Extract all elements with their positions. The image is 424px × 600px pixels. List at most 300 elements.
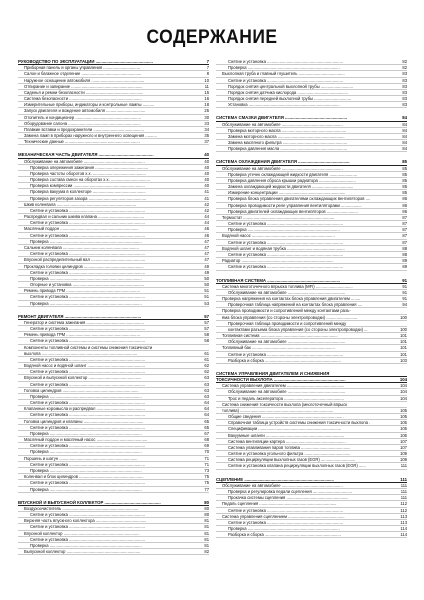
toc-entry-label: Снятие и установка .................................................................. bbox=[30, 412, 145, 418]
toc-entry-label: Масляный поддон и масляный насос ............................................ bbox=[24, 437, 148, 443]
toc-entry-label: Оборудование салона ............................................................... bbox=[24, 120, 141, 126]
toc-entry-label: Топливный бак ........................................................................ bbox=[222, 345, 335, 351]
toc-entry bbox=[18, 487, 209, 493]
toc-entry-label: Клапанные коромысла и распредвал .......................................... bbox=[24, 406, 145, 412]
toc-page-number: 111 bbox=[400, 489, 407, 494]
toc-entry-label: Снятие и установка .................................................................. bbox=[30, 269, 145, 275]
toc-page-number: 91 bbox=[402, 296, 407, 302]
toc-entry-label: Спецификации ........................................................................ bbox=[228, 426, 342, 432]
toc-page-number: 49 bbox=[204, 269, 209, 275]
toc-page-number: 67 bbox=[204, 430, 209, 436]
toc-page-number: 25 bbox=[204, 108, 209, 114]
toc-page-number: 50 bbox=[204, 282, 209, 288]
toc-entry-label: Поршень и шатун .................................................................... bbox=[24, 455, 138, 461]
toc-page-number: 107 bbox=[400, 444, 407, 450]
toc-page-number: 44 bbox=[204, 214, 209, 220]
toc-entry-label: Проверка компрессии .............................................................. bbox=[30, 183, 145, 189]
toc-entry-label: Разборка и сборка .................................................................. bbox=[228, 357, 341, 363]
toc-page-number: 46 bbox=[204, 232, 209, 238]
toc-entry-label: Проверка моторного масла ........................................................ bbox=[228, 127, 347, 133]
toc-page-number: 113 bbox=[400, 519, 407, 525]
toc-entry-label: Проверка ................................................................................ bbox=[30, 468, 142, 473]
toc-entry-label: Генератор и система зажигания .................................................. bbox=[24, 319, 144, 325]
toc-column-left bbox=[18, 59, 209, 555]
toc-entry-label: Проверка ................................................................................ bbox=[30, 486, 142, 492]
section-gap bbox=[216, 271, 407, 278]
toc-page-number: 101 bbox=[400, 339, 407, 345]
toc-entry-label: Проверка ................................................................................ bbox=[30, 300, 142, 306]
toc-page-number: 80 bbox=[204, 512, 209, 518]
toc-page-number: 7 bbox=[206, 59, 209, 64]
toc-entry-label: Водяной насос и водяной шланг .................................................. bbox=[24, 363, 145, 369]
toc-page-number: 40 bbox=[204, 164, 209, 170]
toc-entry-label: Снятие и установка .................................................................. bbox=[228, 519, 343, 525]
toc-entry bbox=[216, 532, 407, 538]
toc-entry-label: Замена охлаждающей жидкости двигателя .................................... bbox=[228, 184, 354, 190]
toc-entry-label: Снятие и установка угольного фильтра ........................................ bbox=[228, 451, 351, 457]
toc-page-number: 80 bbox=[204, 505, 209, 511]
toc-page-number: 100 bbox=[400, 326, 407, 332]
toc-entry-label: Проверка ................................................................................ bbox=[30, 393, 142, 399]
toc-entry-label: Снятие и установка .................................................................. bbox=[30, 326, 145, 332]
toc-page-number: 84 bbox=[402, 140, 407, 146]
toc-page-number: 61 bbox=[204, 356, 209, 362]
toc-entry-label: Измерительные приборы, индикаторы и контрольные лампы .......... bbox=[24, 102, 155, 108]
toc-entry-label: Проверка блока управления двигателями охлаждающих вентиляторов .... bbox=[228, 196, 371, 202]
toc-page-number: 61 bbox=[204, 350, 209, 356]
toc-entry-label: ВПУСКНОЙ И ВЫПУСКНОЙ КОЛЛЕКТОР ............................................... bbox=[18, 499, 161, 505]
toc-entry-label: Снятие и установка .................................................................. bbox=[228, 351, 343, 357]
toc-page-number: 84 bbox=[402, 115, 407, 121]
toc-entry-label: Система управления сцеплением ................................................. bbox=[222, 513, 345, 519]
toc-page-number: 105 bbox=[400, 407, 407, 413]
toc-entry-label: Распредвал и сальник шкива клапана ........................................ bbox=[24, 214, 145, 220]
section-gap bbox=[18, 145, 209, 152]
section-gap bbox=[216, 470, 407, 477]
toc-entry-label: Проверка ................................................................................ bbox=[30, 238, 142, 244]
toc-entry-label: Снятие и установка .................................................................. bbox=[30, 424, 145, 430]
toc-page-number: 80 bbox=[204, 499, 209, 505]
toc-entry-label: Опорные и установка .............................................................. bbox=[30, 282, 144, 288]
toc-entry-label: Установка ............................................................................... bbox=[228, 102, 340, 108]
toc-page-number: 83 bbox=[402, 77, 407, 83]
toc-page-number: 65 bbox=[204, 424, 209, 430]
toc-entry-label: Компоненты топливной системы и системы снижения токсичности bbox=[24, 344, 153, 350]
toc-entry-label: Система вентиляции картера .................................................... bbox=[228, 438, 346, 444]
toc-entry-label: Радиатор ................................................................................ bbox=[222, 258, 334, 264]
toc-entry-label: Снятие и установка .................................................................. bbox=[228, 507, 343, 513]
toc-entry-label: Порядок снятия датчика кислорода ............................................ bbox=[228, 89, 348, 95]
toc-entry-label: Проверка ................................................................................ bbox=[228, 65, 340, 71]
toc-entry-label: СИСТЕМА УПРАВЛЕНИЯ ДВИГАТЕЛЕМ И СНИЖЕНИЯ bbox=[216, 370, 330, 376]
toc-entry-label: Проверка ................................................................................ bbox=[30, 430, 142, 436]
toc-page-number: 62 bbox=[204, 363, 209, 369]
toc-page-number: 84 bbox=[402, 121, 407, 127]
toc-entry-label: Выхлопная труба и главный глушитель ........................................ bbox=[222, 71, 345, 77]
toc-page-number: 58 bbox=[204, 338, 209, 344]
toc-entry-label: Снятие и установка .................................................................. bbox=[30, 251, 145, 257]
toc-entry-label: Измерение концентрации .......................................................... bbox=[228, 190, 346, 196]
toc-entry-label: Обслуживание на автомобиле ..................................................... bbox=[24, 158, 145, 164]
toc-page-number: 81 bbox=[204, 530, 209, 536]
toc-entry-label: ТОПЛИВНАЯ СИСТЕМА ............................................................. bbox=[216, 277, 341, 283]
toc-entry bbox=[216, 264, 407, 270]
toc-page-number: 111 bbox=[400, 495, 407, 501]
toc-page-number: 83 bbox=[402, 102, 407, 108]
toc-entry-label: ёма блока управления (со стороны электропроводки) ........................... bbox=[222, 314, 358, 320]
toc-entry-label: Термостат ............................................................................... bbox=[222, 214, 335, 220]
toc-entry-label: Снятие и установка .................................................................. bbox=[30, 524, 145, 530]
toc-entry-label: Обслуживание на автомобиле ..................................................... bbox=[222, 482, 343, 488]
toc-page-number: 40 bbox=[204, 158, 209, 164]
toc-entry-label: Снятие и установка .................................................................. bbox=[30, 356, 145, 362]
toc-page-number: 114 bbox=[400, 526, 407, 532]
toc-entry-label: РЕМОНТ ДВИГАТЕЛЯ ................................................................ bbox=[18, 313, 142, 319]
toc-entry-label: Проверка утечек охлаждающей жидкости двигателя ........................ bbox=[228, 171, 358, 177]
toc-page-number: 64 bbox=[204, 400, 209, 406]
toc-entry-label: Снятие и установка .................................................................. bbox=[228, 251, 343, 257]
toc-page-number: 104 bbox=[400, 389, 407, 395]
toc-entry-label: Приборная панель и органы управления ................................ bbox=[24, 65, 141, 71]
toc-page-number: 7 bbox=[206, 65, 209, 71]
toc-page-number: 63 bbox=[204, 393, 209, 399]
toc-page-number: 109 bbox=[400, 451, 407, 457]
toc-entry-label: Проверочная таблица проводимости и сопротивлений между bbox=[228, 320, 347, 326]
toc-page-number: 42 bbox=[204, 201, 209, 207]
toc-page-number: 47 bbox=[204, 257, 209, 263]
toc-page-number: 111 bbox=[400, 463, 407, 469]
toc-entry-label: Проверочная таблица напряжений на контактах блока управления .... bbox=[228, 302, 363, 308]
toc-page-number: 75 bbox=[204, 480, 209, 486]
toc-page-number: 87 bbox=[402, 233, 407, 239]
toc-entry-label: Справочная таблица устройств системы снижения токсичности выхлопа . bbox=[228, 420, 371, 426]
toc-entry-label: Головка цилиндров и клапаны .................................................... bbox=[24, 418, 144, 424]
toc-page-number: 65 bbox=[204, 418, 209, 424]
toc-page-number: 85 bbox=[402, 184, 407, 190]
toc-entry-label: Снятие и установка .................................................................. bbox=[30, 480, 145, 486]
toc-entry bbox=[18, 549, 209, 555]
toc-page-number: 37 bbox=[204, 139, 209, 145]
toc-entry-label: Ремень привода ГРМ ................................................................ bbox=[24, 332, 140, 338]
toc-page-number: 81 bbox=[204, 542, 209, 548]
toc-entry-label: Порядок снятия центральной выхлопной трубы ............................ bbox=[228, 83, 353, 89]
toc-page-number: 87 bbox=[402, 221, 407, 227]
toc-entry-label: контактами разъема блока управления (со стороны электропроводки) ... bbox=[228, 326, 368, 332]
toc-entry-label: Отопитель и кондиционер ......................................................... bbox=[24, 114, 141, 120]
toc-column-right bbox=[216, 59, 407, 538]
toc-page-number: 111 bbox=[400, 476, 407, 482]
toc-page-number: 83 bbox=[402, 83, 407, 89]
toc-entry-label: Снятие и установка .................................................................. bbox=[30, 220, 145, 226]
toc-page-number: 101 bbox=[400, 345, 407, 351]
toc-page-number: 40 bbox=[204, 183, 209, 189]
toc-page-number: 81 bbox=[204, 536, 209, 542]
toc-page-number: 47 bbox=[204, 251, 209, 257]
toc-entry-label: Проверка ................................................................................ bbox=[30, 275, 142, 281]
toc-entry-label: Система управления двигателем .................................................. bbox=[222, 383, 345, 389]
toc-entry-label: РУКОВОДСТВО ПО ЭКСПЛУАТАЦИИ ................................................ bbox=[18, 59, 153, 64]
toc-entry-label: Снятие и установка .................................................................. bbox=[30, 443, 145, 449]
toc-page-number: 51 bbox=[204, 294, 209, 300]
toc-entry-label: Воздухоочиститель .................................................................. bbox=[24, 505, 139, 511]
toc-entry-label: Снятие и установка .................................................................. bbox=[228, 221, 343, 227]
toc-page-number: 103 bbox=[400, 357, 407, 363]
toc-page-number: 57 bbox=[204, 313, 209, 319]
toc-page-number: 100 bbox=[400, 314, 407, 320]
toc-page-number: 104 bbox=[400, 383, 407, 389]
toc-page-number: 16 bbox=[204, 96, 209, 102]
toc-entry bbox=[216, 463, 407, 469]
toc-entry-label: Обслуживание на автомобиле .................................................. bbox=[228, 289, 346, 295]
toc-page-number: 70 bbox=[204, 449, 209, 455]
toc-page-number: 84 bbox=[402, 133, 407, 139]
toc-page-number: 105 bbox=[400, 420, 407, 426]
toc-entry-label: Прокладка головки цилиндров .................................................... bbox=[24, 263, 144, 269]
toc-entry-label: Впускной распределительный вал ............................................... bbox=[24, 257, 146, 263]
toc-page-number: 49 bbox=[204, 263, 209, 269]
toc-page-number: 86 bbox=[402, 196, 407, 202]
toc-entry-label: Замена масляного фильтра ........................................................ bbox=[228, 140, 348, 146]
page-title: СОДЕРЖАНИЕ bbox=[146, 27, 278, 48]
toc-page-number: 114 bbox=[400, 532, 407, 538]
toc-page-number: 15 bbox=[204, 89, 209, 95]
toc-page-number: 47 bbox=[204, 238, 209, 244]
toc-entry-label: Система улавливания паров топлива ........................................... bbox=[228, 444, 351, 450]
toc-entry-label: Проверка опережения зажигания .............................................. bbox=[30, 164, 149, 170]
toc-entry-label: Снятие и установка .................................................................. bbox=[30, 536, 145, 542]
toc-entry bbox=[216, 102, 407, 108]
toc-page-number: 82 bbox=[402, 65, 407, 71]
toc-entry-label: Снятие и установка .................................................................. bbox=[30, 207, 145, 213]
toc-page-number: 33 bbox=[204, 120, 209, 126]
toc-page-number: 40 bbox=[204, 152, 209, 158]
toc-page-number: 46 bbox=[204, 226, 209, 232]
toc-page-number: 85 bbox=[402, 165, 407, 171]
toc-entry-label: СИСТЕМА СМАЗКИ ДВИГАТЕЛЯ .................................................... bbox=[216, 115, 348, 121]
toc-page-number: 88 bbox=[402, 245, 407, 251]
toc-page-number: 87 bbox=[402, 239, 407, 245]
toc-entry-label: Система многоточечного впрыска топлива (MFI) ................................ bbox=[222, 283, 353, 289]
toc-entry-label: Проверка ................................................................................ bbox=[228, 227, 340, 233]
toc-entry-label: Проверка проводимости реле управления вентиляторами .................. bbox=[228, 202, 362, 208]
toc-page-number: 84 bbox=[402, 127, 407, 133]
toc-entry bbox=[216, 146, 407, 152]
toc-page-number: 83 bbox=[402, 71, 407, 77]
toc-entry-label: Проверка состава смеси на оборотах х.х. .................................. bbox=[30, 177, 151, 183]
toc-page-number: 88 bbox=[402, 251, 407, 257]
toc-page-number: 18 bbox=[204, 102, 209, 108]
toc-entry-label: СИСТЕМА ОХЛАЖДЕНИЯ ДВИГАТЕЛЯ ........................................... bbox=[216, 159, 350, 165]
toc-page-number: 8 bbox=[206, 71, 209, 77]
toc-entry-label: Снятие и установка .................................................................. bbox=[228, 77, 343, 83]
toc-entry-label: Снятие и установка .................................................................. bbox=[30, 369, 145, 375]
toc-entry-label: Снятие и установка .................................................................. bbox=[30, 381, 145, 387]
toc-page-number: 63 bbox=[204, 387, 209, 393]
toc-page-number: 51 bbox=[204, 288, 209, 294]
toc-entry-label: Система рециркуляции выхлопных газов (EGR) .............................. bbox=[228, 457, 356, 463]
toc-entry-label: Снятие и установка .................................................................. bbox=[30, 461, 145, 467]
toc-page-number: 41 bbox=[204, 189, 209, 195]
toc-entry-label: Выпускной коллектор ................................................................ bbox=[24, 549, 141, 555]
toc-page-number: 83 bbox=[402, 89, 407, 95]
section-gap bbox=[216, 364, 407, 371]
toc-entry-label: топлива) ................................................................................. bbox=[222, 407, 334, 413]
toc-entry-label: Сальник коленвала .................................................................. bbox=[24, 244, 139, 250]
toc-entry-label: Наружное оснащение автомобиля .............................................. bbox=[24, 77, 145, 83]
toc-page-number: 63 bbox=[204, 381, 209, 387]
toc-page-number: 44 bbox=[204, 220, 209, 226]
toc-entry-label: Проверка ................................................................................ bbox=[30, 449, 142, 455]
toc-page-number: 82 bbox=[204, 549, 209, 555]
toc-entry-label: Сиденья и ремни безопасности .................................................. bbox=[24, 89, 144, 95]
toc-entry-label: Технические данные ................................................................. bbox=[24, 139, 140, 145]
toc-page-number: 64 bbox=[204, 412, 209, 418]
toc-page-number: 105 bbox=[400, 414, 407, 420]
toc-page-number: 40 bbox=[204, 177, 209, 183]
section-gap bbox=[216, 152, 407, 159]
toc-page-number: 101 bbox=[400, 333, 407, 339]
toc-entry bbox=[18, 301, 209, 307]
toc-page-number: 101 bbox=[400, 351, 407, 357]
toc-page-number: 77 bbox=[204, 486, 209, 492]
toc-entry-label: Проверка частоты оборотов х.х. .............................................. bbox=[30, 170, 146, 176]
toc-page-number: 81 bbox=[204, 524, 209, 530]
toc-page-number: 85 bbox=[402, 171, 407, 177]
toc-page-number: 113 bbox=[400, 513, 407, 519]
toc-entry-label: Система безопасности ............................................................... bbox=[24, 96, 142, 102]
toc-page-number: 89 bbox=[402, 264, 407, 270]
toc-page-number: 68 bbox=[204, 437, 209, 443]
toc-page-number: 104 bbox=[400, 395, 407, 401]
toc-page-number: 89 bbox=[402, 258, 407, 264]
toc-entry-label: Обслуживание на автомобиле ..................................................... bbox=[222, 121, 343, 127]
toc-entry-label: Масляный поддон .................................................................... bbox=[24, 226, 139, 232]
toc-entry-label: Вакуумные шланги .................................................................... bbox=[228, 432, 345, 438]
toc-entry-label: Впускной и выпускной коллектор .............................................. bbox=[24, 375, 142, 381]
toc-entry-label: МЕХАНИЧЕСКАЯ ЧАСТЬ ДВИГАТЕЛЯ .............................................. bbox=[18, 152, 154, 158]
toc-entry-label: Проверка и регулировка педали сцепления .................................. bbox=[228, 489, 352, 494]
toc-entry-label: Топливная система ................................................................... bbox=[222, 333, 338, 339]
toc-entry bbox=[18, 139, 209, 145]
toc-entry-label: Проверка давления масла .......................................................... bbox=[228, 146, 348, 152]
toc-page-number: 71 bbox=[204, 455, 209, 461]
toc-page-number: 42 bbox=[204, 207, 209, 213]
toc-entry-label: Проверка ................................................................................ bbox=[30, 542, 142, 548]
toc-page-number: 91 bbox=[402, 277, 407, 283]
toc-page-number: 86 bbox=[402, 202, 407, 208]
toc-page-number: 64 bbox=[204, 406, 209, 412]
toc-entry-label: Обслуживание на автомобиле .................................................. bbox=[228, 389, 346, 395]
toc-entry-label: Проверка давления сброса крышки радиатора ................................ bbox=[228, 177, 356, 183]
toc-entry-label: Проверка регуляторов зазора .................................................. bbox=[30, 195, 147, 201]
toc-entry-label: Снятие и установка .................................................................. bbox=[228, 59, 343, 64]
toc-page-number: 85 bbox=[402, 159, 407, 165]
toc-entry-label: Отпирание и запирание .............................................................. bbox=[24, 83, 143, 89]
toc-entry-label: Замена моторного масла .......................................................... bbox=[228, 133, 345, 139]
toc-page-number: 11 bbox=[204, 83, 209, 89]
toc-entry-label: Снятие и установка .................................................................. bbox=[30, 512, 145, 518]
toc-page-number: 105 bbox=[400, 426, 407, 432]
toc-entry-label: Плавкие вставки и предохранители ............................................ bbox=[24, 126, 145, 132]
toc-page-number: 53 bbox=[204, 300, 209, 306]
section-gap bbox=[18, 493, 209, 500]
toc-page-number: 58 bbox=[204, 332, 209, 338]
toc-page-number: 85 bbox=[402, 177, 407, 183]
toc-page-number: 47 bbox=[204, 244, 209, 250]
toc-entry-label: Проверка проводимости и сопротивлений между контактами разъ- bbox=[222, 308, 351, 314]
toc-page-number: 75 bbox=[204, 474, 209, 480]
toc-page-number: 85 bbox=[402, 190, 407, 196]
toc-entry-label: Ремень привода ГРМ ................................................................ bbox=[24, 288, 140, 294]
toc-entry-label: выхлопа ................................................................................... bbox=[24, 350, 138, 356]
toc-page-number: 109 bbox=[400, 457, 407, 463]
toc-page-number: 57 bbox=[204, 319, 209, 325]
toc-entry-label: Шкив коленвала ..................................................................... bbox=[24, 201, 137, 207]
toc-entry-label: Снятие и установка .................................................................. bbox=[30, 400, 145, 406]
toc-page-number: 86 bbox=[402, 208, 407, 214]
toc-page-number: 87 bbox=[402, 227, 407, 233]
toc-entry-label: Снятие и установка .................................................................. bbox=[30, 232, 145, 238]
toc-page-number: 91 bbox=[402, 289, 407, 295]
toc-entry-label: Трос и педаль акселератора .................................................... bbox=[228, 395, 344, 401]
toc-entry-label: Прокачка системы сцепления ...................................................... bbox=[228, 495, 349, 501]
section-gap bbox=[216, 108, 407, 115]
toc-entry-label: СЦЕПЛЕНИЕ ........................................................................... bbox=[216, 476, 334, 482]
toc-page-number: 91 bbox=[402, 283, 407, 289]
toc-entry-label: Водяной насос ........................................................................ bbox=[222, 233, 335, 239]
toc-page-number: 62 bbox=[204, 369, 209, 375]
toc-entry-label: Обслуживание на автомобиле .................................................. bbox=[228, 339, 346, 345]
toc-page-number: 35 bbox=[204, 133, 209, 139]
toc-entry-label: Проверка ................................................................................ bbox=[228, 526, 340, 532]
toc-page-number: 63 bbox=[204, 375, 209, 381]
toc-entry-label: Снятие и установка клапана рециркуляции выхлопных газов (EGR) ...... bbox=[228, 463, 366, 469]
section-gap bbox=[18, 307, 209, 314]
toc-page-number: 112 bbox=[400, 507, 407, 513]
toc-page-number: 112 bbox=[400, 501, 407, 507]
toc-page-number: 10 bbox=[204, 77, 209, 83]
toc-page-number: 69 bbox=[204, 443, 209, 449]
toc-entry-label: Порядок снятия передней выхлопной трубы ................................ bbox=[228, 96, 352, 102]
toc-page-number: 94 bbox=[402, 302, 407, 308]
toc-page-number: 34 bbox=[204, 126, 209, 132]
toc-entry-label: Проверка напряжения на контактах блока управления двигателем ........ bbox=[222, 296, 361, 302]
toc-page-number: 83 bbox=[402, 96, 407, 102]
toc-entry-label: ТОКСИЧНОСТИ ВЫХЛОПА ............................................................ bbox=[216, 377, 346, 383]
toc-page-number: 50 bbox=[204, 275, 209, 281]
toc-page-number: 57 bbox=[204, 326, 209, 332]
toc-entry-label: Снятие и установка .................................................................. bbox=[30, 294, 145, 300]
toc-page-number: 111 bbox=[400, 482, 407, 488]
toc-entry-label: Система снижения токсичности выхлопа (многоточечный впрыск bbox=[222, 401, 348, 407]
toc-entry-label: Коленвал и блок цилиндров ........................................................ bbox=[24, 474, 144, 480]
toc-entry-label: Головка цилиндров .................................................................. bbox=[24, 387, 139, 393]
toc-page-number: 81 bbox=[204, 518, 209, 524]
toc-entry-label: Верхняя часть впускного коллектора ............................................ bbox=[24, 518, 147, 524]
toc-entry-label: Общие сведения ....................................................................... bbox=[228, 414, 344, 420]
toc-entry-label: Впускной коллектор .................................................................. bbox=[24, 530, 140, 536]
toc-entry-label: Запуск двигателя и вождение автомобиля .................................. bbox=[24, 108, 146, 114]
toc-page-number: 84 bbox=[402, 146, 407, 152]
toc-entry-label: Водяной шланг и водяная трубка .................................................. bbox=[222, 245, 345, 251]
toc-page-number: 104 bbox=[399, 377, 407, 383]
toc-entry-label: Замена ламп в приборах наружного и внутреннего освещения .......... bbox=[24, 133, 157, 139]
toc-page-number: 87 bbox=[402, 214, 407, 220]
toc-entry-label: Проверка вакуума в коллекторе .............................................. bbox=[30, 189, 146, 195]
toc-entry-label: Обслуживание на автомобиле ..................................................... bbox=[222, 165, 343, 171]
toc-entry-label: Снятие и установка .................................................................. bbox=[228, 239, 343, 245]
toc-page-number: 106 bbox=[400, 432, 407, 438]
